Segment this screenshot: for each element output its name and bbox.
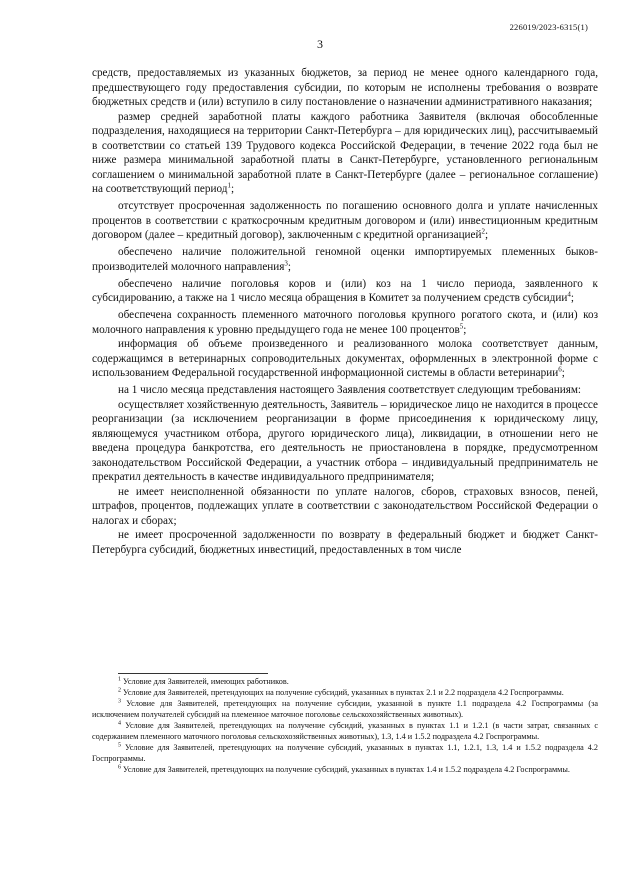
footnote-ref-4: 4 xyxy=(567,290,571,299)
footnote-ref-6: 6 xyxy=(558,365,562,374)
paragraph-2: размер средней заработной платы каждого работника Заявителя (включая обособленные подразделения, находящиеся на территории Санкт-Петербурга – для юридических лиц), рассчитываемый в соответствии со статьей 139 Трудового кодекса Российской Федерации, в течение 2022 года был не ниже размера минимальной заработной платы в Санкт-Петербурге, установленного региональным соглашением о минимальной заработной плате в Санкт-Петербурге (далее – региональное соглашение) на соответствующий период$^1$; xyxy=(92,110,598,195)
footnote-1: $^1$ Условие для Заявителей, имеющих работников. xyxy=(118,676,289,686)
paragraph-7: информация об объеме произведенного и реализованного молока соответствует данным, содержащимся в ветеринарных сопроводительных документах, оформленных в электронной форме с использованием Федеральной государственной информационной системы в области ветеринарии$^6$; xyxy=(92,338,598,379)
footnote-ref-5: 5 xyxy=(459,321,464,330)
page-number: 3 xyxy=(317,37,323,51)
paragraph-8: на 1 число месяца представления настоящего Заявления соответствует следующим требованиям: xyxy=(118,384,582,396)
footnote-ref-2: 2 xyxy=(481,227,485,236)
paragraph-9: осуществляет хозяйственную деятельность, Заявитель – юридическое лицо не находится в процессе реорганизации (за исключением реорганизации в форме присоединения к юридическому лицу, являющемуся участником отбора, другого юридического лица), ликвидации, в отношении него не введена процедура банкротства, его деятельность не приостановлена в порядке, предусмотренном законодательством Российской Федерации, а участник отбора – индивидуальный предприниматель не прекратил деятельность в качестве индивидуального предпринимателя; xyxy=(92,398,598,483)
paragraph-6: обеспечена сохранность племенного маточного поголовья крупного рогатого скота, и (или) коз молочного направления к уровню предыдущего года не менее 100 процентов$^5$; xyxy=(92,309,598,336)
paragraph-4: обеспечено наличие положительной геномной оценки импортируемых племенных быков-производителей молочного направления$^3$; xyxy=(92,246,598,273)
footnote-2: $^2$ Условие для Заявителей, претендующих на получение субсидий, указанных в пунктах 2.1 и 2.2 подраздела 4.2 Госпрограммы. xyxy=(118,687,564,697)
document-number: 226019/2023-6315(1) xyxy=(509,22,588,32)
paragraph-1: средств, предоставляемых из указанных бюджетов, за период не менее одного календарного года, предшествующего году предоставления субсидии, по которым не исполнены требования о возврате бюджетных средств и (или) вступило в силу постановление о назначении административного наказания; xyxy=(92,67,598,108)
footnote-4: $^4$ Условие для Заявителей, претендующих на получение субсидий, указанных в пунктах 1.1 и 1.2.1 (в части затрат, связанных с содержанием племенного маточного поголовья сельскохозяйственных животных), 1.3, 1.4 и 1.5.2 подраздела 4.2 Госпрограммы. xyxy=(92,720,598,741)
footnote-ref-1: 1 xyxy=(227,181,231,190)
footnote-6: $^6$ Условие для Заявителей, претендующих на получение субсидий, указанных в пунктах 1.4 и 1.5.2 подраздела 4.2 Госпрограммы. xyxy=(118,764,570,774)
footnotes xyxy=(92,676,598,775)
footnote-divider xyxy=(118,673,268,674)
footnote-3: $^3$ Условие для Заявителей, претендующих на получение субсидии, указанной в пункте 1.1 подраздела 4.2 Госпрограммы (за исключением получателей субсидий на племенное маточное поголовье сельскохозяйственных животных). xyxy=(92,698,598,719)
footnote-5: $^5$ Условие для Заявителей, претендующих на получение субсидий, указанных в пунктах 1.1, 1.2.1, 1.3, 1.4 и 1.5.2 подраздела 4.2 Госпрограммы. xyxy=(92,742,598,763)
paragraph-11: не имеет просроченной задолженности по возврату в федеральный бюджет и бюджет Санкт-Петербурга субсидий, бюджетных инвестиций, предоставленных в том числе xyxy=(92,529,598,556)
footnote-ref-3: 3 xyxy=(284,258,288,267)
paragraph-5: обеспечено наличие поголовья коров и (или) коз на 1 число периода, заявленного к субсидированию, а также на 1 число месяца обращения в Комитет за получением средств субсидии$^4$; xyxy=(92,277,598,304)
paragraph-3: отсутствует просроченная задолженность по погашению основного долга и уплате начисленных процентов в соответствии с краткосрочным кредитным договором и (или) инвестиционным кредитным договором (далее – кредитный договор), заключенным с кредитной организацией$^2$; xyxy=(92,200,598,241)
document-body xyxy=(92,66,598,557)
paragraph-10: не имеет неисполненной обязанности по уплате налогов, сборов, страховых взносов, пеней, штрафов, процентов, подлежащих уплате в соответствии с законодательством Российской Федерации о налогах и сборах; xyxy=(92,485,598,527)
